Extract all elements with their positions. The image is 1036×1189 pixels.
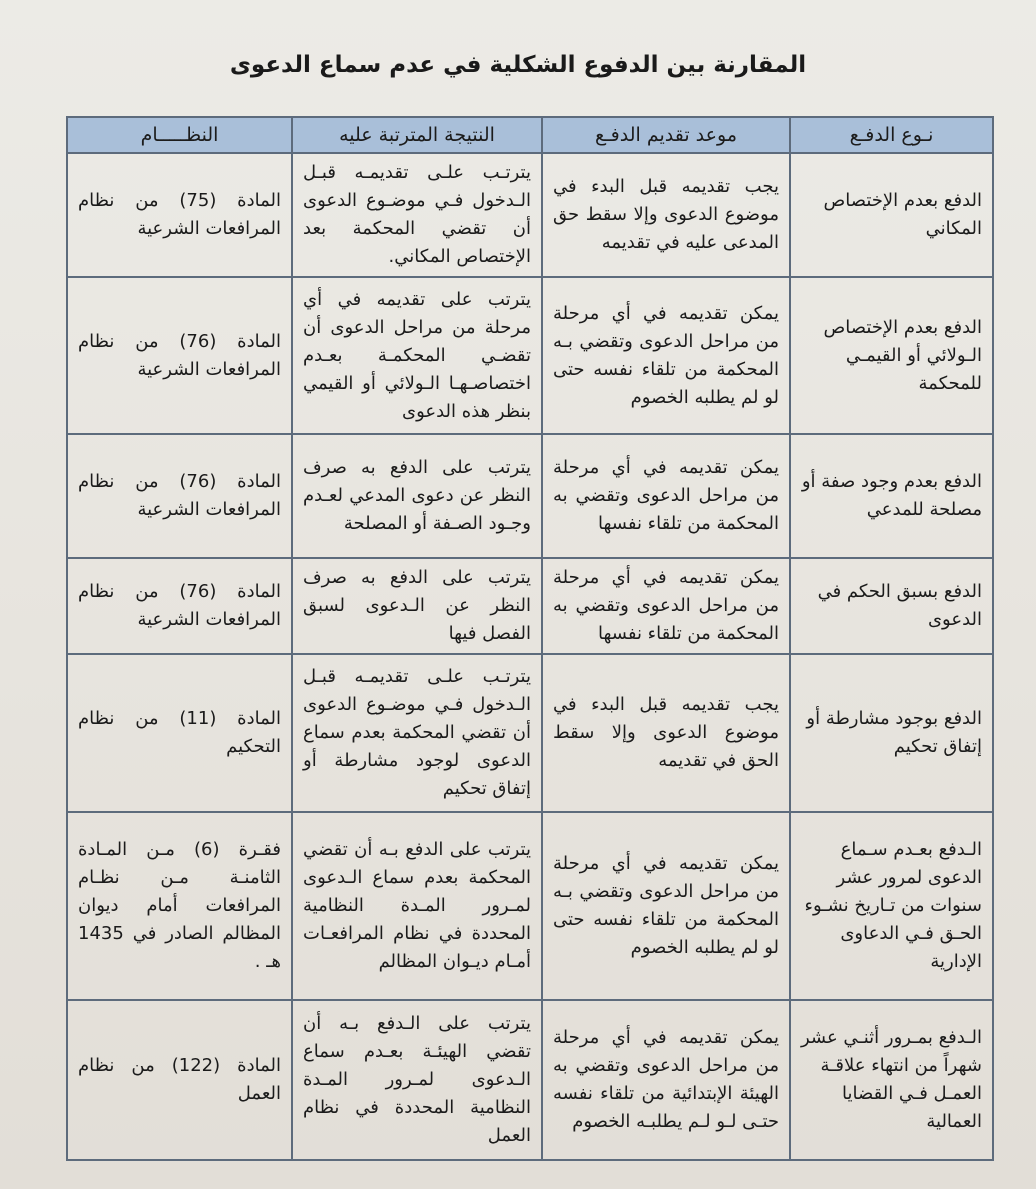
header-type: نـوع الدفـع [790,117,993,153]
cell-result: يترتـب علـى تقديمـه قبـل الـدخول فـي موضـوع الدعوى أن تقضي المحكمة بعد الإختصاص المكاني. [292,153,542,277]
table-row [67,1000,993,1160]
cell-type: الـدفع بعـدم سـماع الدعوى لمرور عشر سنوات من تـاريخ نشـوء الحـق فـي الدعاوى الإدارية [790,812,993,1000]
header-law: النظـــــام [67,117,292,153]
cell-type: الدفع بوجود مشارطة أو إتفاق تحكيم [790,654,993,812]
cell-law: المادة (76) من نظام المرافعات الشرعية [67,558,292,654]
cell-result: يترتب على الـدفع بـه أن تقضي الهيئـة بعـدم سماع الـدعوى لمـرور المـدة النظامية المحددة في نظام العمل [292,1000,542,1160]
cell-time: يجب تقديمه قبل البدء في موضوع الدعوى وإلا سقط الحق في تقديمه [542,654,790,812]
header-result: النتيجة المترتبة عليه [292,117,542,153]
cell-law: فقـرة (6) مـن المـادة الثامنـة مـن نظـام المرافعات أمام ديوان المظالم الصادر في 1435 هـ . [67,812,292,1000]
cell-time: يمكن تقديمه في أي مرحلة من مراحل الدعوى وتقضي بـه المحكمة من تلقاء نفسه حتى لو لم يطلبه الخصوم [542,277,790,434]
cell-result: يترتب على تقديمه في أي مرحلة من مراحل الدعوى أن تقضـي المحكمـة بعـدم اختصاصـهـا الـولائي أو القيمي بنظر هذه الدعوى [292,277,542,434]
table-header-row [67,117,993,153]
cell-time: يمكن تقديمه في أي مرحلة من مراحل الدعوى وتقضي به الهيئة الإبتدائية من تلقاء نفسه حتـى لـو لـم يطلبـه الخصوم [542,1000,790,1160]
cell-time: يمكن تقديمه في أي مرحلة من مراحل الدعوى وتقضي به المحكمة من تلقاء نفسها [542,558,790,654]
cell-type: الدفع بعدم الإختصاص المكاني [790,153,993,277]
cell-type: الـدفع بمـرور أثنـي عشر شهراً من انتهاء علاقـة العمـل فـي القضايا العمالية [790,1000,993,1160]
header-time: موعد تقديم الدفـع [542,117,790,153]
table-row [67,277,993,434]
cell-type: الدفع بعدم الإختصاص الـولائي أو القيمـي للمحكمة [790,277,993,434]
cell-time: يمكن تقديمه في أي مرحلة من مراحل الدعوى وتقضي بـه المحكمة من تلقاء نفسه حتى لو لم يطلبه الخصوم [542,812,790,1000]
cell-time: يجب تقديمه قبل البدء في موضوع الدعوى وإلا سقط حق المدعى عليه في تقديمه [542,153,790,277]
cell-type: الدفع بسبق الحكم في الدعوى [790,558,993,654]
cell-law: المادة (76) من نظام المرافعات الشرعية [67,434,292,558]
cell-law: المادة (75) من نظام المرافعات الشرعية [67,153,292,277]
table-row [67,558,993,654]
table-row [67,434,993,558]
cell-law: المادة (76) من نظام المرافعات الشرعية [67,277,292,434]
cell-result: يترتب على الدفع بـه أن تقضي المحكمة بعدم سماع الـدعوى لمـرور المـدة النظامية المحددة في نظام المرافعـات أمـام ديـوان المظالم [292,812,542,1000]
cell-law: المادة (122) من نظام العمل [67,1000,292,1160]
comparison-table [66,116,994,1161]
cell-result: يترتب على الدفع به صرف النظر عن دعوى المدعي لعـدم وجـود الصـفة أو المصلحة [292,434,542,558]
cell-result: يترتب على الدفع به صرف النظر عن الـدعوى لسبق الفصل فيها [292,558,542,654]
table-row [67,153,993,277]
cell-result: يترتـب علـى تقديمـه قبـل الـدخول فـي موضـوع الدعوى أن تقضي المحكمة بعدم سماع الدعوى لوجود مشارطة أو إتفاق تحكيم [292,654,542,812]
table-row [67,812,993,1000]
page-title: المقارنة بين الدفوع الشكلية في عدم سماع الدعوى [229,52,807,78]
cell-time: يمكن تقديمه في أي مرحلة من مراحل الدعوى وتقضي به المحكمة من تلقاء نفسها [542,434,790,558]
cell-type: الدفع بعدم وجود صفة أو مصلحة للمدعي [790,434,993,558]
table-row [67,654,993,812]
cell-law: المادة (11) من نظام التحكيم [67,654,292,812]
